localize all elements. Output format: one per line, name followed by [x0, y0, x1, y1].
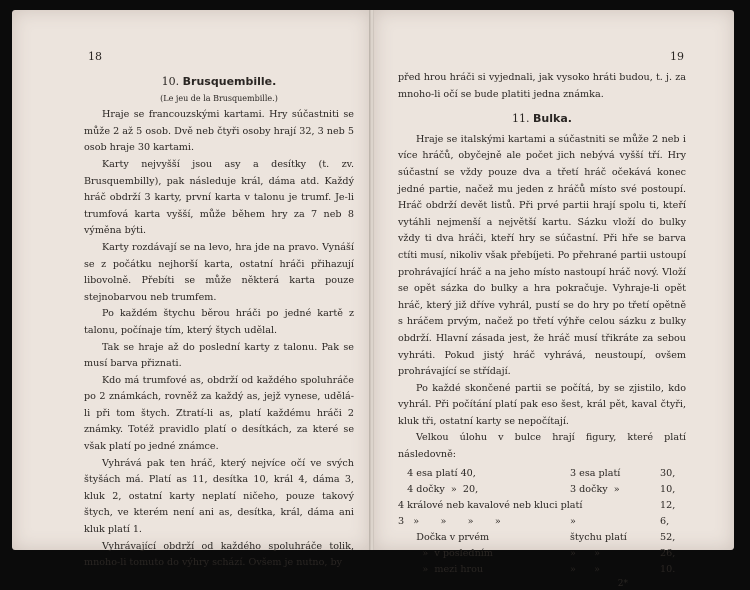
- table-cell: 3 dočky »: [570, 483, 620, 495]
- table-cell: 4 králové neb kavalové neb kluci platí: [398, 499, 583, 511]
- table-cell: 3 esa platí: [570, 467, 621, 479]
- table-cell: 4 esa platí 40,: [398, 467, 476, 479]
- section-subheading: (Le jeu de la Brusquembille.): [160, 93, 278, 103]
- paragraph: Hraje se francouzskými kartami. Hry súčastniti se může 2 až 5 osob. Dvě neb čtyři osoby hrají 32, 3 neb 5 osob hraje 30 kartami.: [84, 109, 354, 154]
- table-row: [398, 482, 686, 498]
- table-cell: 12,: [660, 499, 676, 511]
- paragraph: Vyhrávající obdrží od každého spoluhráče tolik, mnoho-li tomuto do výhry schází. Ovšem je nutno, by: [84, 540, 354, 569]
- page-number: 18: [88, 50, 102, 63]
- table-row: [398, 514, 686, 530]
- signature-mark: 2*: [617, 578, 628, 589]
- heading-title: Bulka.: [533, 112, 572, 126]
- paragraph: Tak se hraje až do poslední karty z talonu. Pak se musí barva přiznati.: [84, 341, 354, 370]
- paragraph: Karty rozdávají se na levo, hra jde na pravo. Vynáší se z počátku nejhorší karta, ostatní hráči přihazují libovolně. Přebíti se může některá karta pouze stejnobarvou neb trumfem.: [84, 241, 354, 303]
- heading-title: Brusquembille.: [182, 75, 277, 88]
- table-cell: » »: [570, 547, 601, 559]
- paragraph: před hrou hráči si vyjednali, jak vysoko hráti budou, t. j. za mnoho-li očí se bude platiti jedna známka.: [398, 72, 686, 100]
- table-cell: 4 dočky » 20,: [398, 483, 479, 495]
- table-cell: »: [570, 515, 576, 527]
- paragraph: Karty nejvyšší jsou asy a desítky (t. zv. Brusquembilly), pak následuje král, dáma atd. Každý hráč obdrží 3 karty, první karta v talonu je trumf. Je-li trumfová karta vyšší, může během hry za 7 neb 8 výměna býti.: [84, 158, 354, 237]
- table-cell: 10.: [660, 563, 676, 575]
- paragraph: Po každém štychu běrou hráči po jedné kartě z talonu, počínaje tím, který štych udělal.: [84, 308, 354, 336]
- table-cell: 30,: [660, 467, 676, 479]
- table-cell: 10,: [660, 483, 676, 495]
- paragraph: Vyhrává pak ten hráč, který nejvíce očí ve svých štyšách má. Platí as 11, desítka 10, král 4, dáma 3, kluk 2, ostatní karty neplatí ničeho, pouze takový štych, ve kterém není ani as, desítka, král, dáma ani kluk platí 1.: [84, 457, 354, 536]
- table-cell: 6,: [660, 515, 670, 527]
- table-row: [398, 562, 686, 578]
- paragraph: Po každé skončené partii se počítá, by se zjistilo, kdo vyhrál. Při počítání platí pak eso šest, král pět, kaval čtyři, kluk tři, ostatní karty se nepočítají.: [398, 382, 686, 427]
- paragraph: Velkou úlohu v bulce hrají figury, které platí následovně:: [398, 432, 686, 461]
- table-row: [398, 530, 686, 546]
- page-number: 19: [670, 50, 684, 63]
- heading-number: 10.: [161, 75, 180, 88]
- table-cell: » »: [570, 563, 601, 575]
- table-row: [398, 546, 686, 562]
- section-heading: [84, 74, 354, 91]
- section-heading: [398, 111, 686, 128]
- paragraph: Kdo má trumfové as, obdrží od každého spoluhráče po 2 známkách, rovněž za každý as, jejž vynese, udělá-li při tom štych. Ztratí-li as, platí každému hráči 2 známky. Totéž pravidlo platí o desítkách, za které se však platí po jedné známce.: [84, 374, 354, 453]
- table-cell: 52,: [660, 531, 676, 543]
- table-row: [398, 466, 686, 482]
- right-page: [374, 10, 734, 589]
- table-cell: štychu platí: [570, 531, 627, 543]
- table-cell: 26,: [660, 547, 676, 559]
- table-row: [398, 498, 686, 514]
- table-cell: Dočka v prvém: [398, 531, 490, 543]
- heading-number: 11.: [512, 112, 530, 126]
- left-page-text: [84, 74, 354, 572]
- table-cell: » mezi hrou: [398, 563, 484, 575]
- left-page: [12, 10, 370, 569]
- table-cell: 3 » » » »: [398, 515, 501, 527]
- table-cell: » v posledním: [398, 547, 493, 559]
- paragraph: Hraje se italskými kartami a súčastniti se může 2 neb i více hráčů, obyčejně ale počet jich nebývá vyšší tří. Hry súčastní se vždy pouze dva a třetí hráč očekává konec jedné partie, načež mu jeden z hráčů místo své postoupí. Hráč obdrží devět listů. Při prvé partii hrají spolu ti, kteří vytáhli nejmenší a největší kartu. Sázku vloží do bulky vždy ti dva hráči, kteří hry se súčastní. Při hře se barva ctíti musí, nikoliv však přebíjeti. Po přehrané partii ustoupí prohrávající hráč a na jeho místo nastoupí hráč nový. Vloží se opět sázka do bulky a hra pokračuje. Vyhraje-li opět hráč, který již dříve vyhrál, pustí se do hry po třetí opětně s hráčem prvým, načež po třetí výhře celou sázku z bulky obdrží. Hlavní zásada jest, že hráč musí třikráte za sebou vyhráti. Pokud jistý hráč vyhrává, neustoupí, ovšem prohrávající se střídají.: [398, 133, 686, 378]
- right-page-text: [398, 70, 686, 590]
